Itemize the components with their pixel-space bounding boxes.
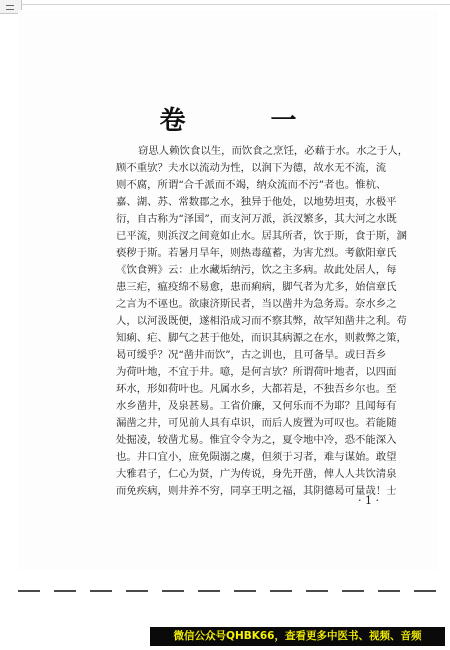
text-line: 人，以河汲既便，遂相沿成习而不察其弊，故罕知凿井之利。苟 — [116, 315, 407, 327]
text-line: 窃思人赖饮食以生，而饮食之烹饪，必藉于水。水之于人， — [138, 145, 409, 157]
text-line: 为荷叶地，不宜于井。噫，是何言欤？所谓荷叶地者，以四面 — [116, 366, 397, 378]
page-top-edge — [22, 0, 450, 5]
chapter-title: 卷 一 — [159, 106, 335, 136]
document-page — [18, 10, 438, 570]
text-line: 亵秽于斯。若暑月旱年，则热毒蕴蓄，为害尤烈。考歙阳章氏 — [116, 247, 397, 259]
text-line: 曷可缓乎？况“凿井而饮”，古之训也，且可备旱。或曰吾乡 — [116, 349, 387, 361]
body-paragraph — [116, 143, 436, 500]
text-line: 也。井口宜小，庶免陨溺之虞，但须于习者，难与谋始。敢望 — [116, 451, 397, 463]
text-line: 《饮食辨》云：止水藏垢纳污，饮之主多病。故此处居人，每 — [116, 264, 397, 276]
text-line: 已平流，则浜汊之间竟如止水。居其所者，饮于斯，食于斯，溷 — [116, 230, 407, 242]
text-line: 患三疟，瘟疫绵不易愈，患而痢病，脚气者为尤多，始信章氏 — [116, 281, 397, 293]
text-line: 大雅君子，仁心为贤，广为传说，身先开凿，俾人人共饮清泉 — [116, 468, 397, 480]
text-line: 知痢、疟、脚气之甚于他处，而识其病源之在水，则救弊之策， — [116, 332, 407, 344]
wechat-banner: 微信公众号QHBK66，查看更多中医书、视频、音频 — [150, 627, 445, 646]
text-line: 水乡凿井，及泉甚易。工省价廉，又何乐而不为耶？且闻每有 — [116, 400, 397, 412]
text-line: 顾不重欤？夫水以流动为性，以润下为德，故水无不流，流 — [116, 162, 387, 174]
text-line: 则不腐，所谓“合千派而不竭，纳众流而不污”者也。惟杭、 — [116, 179, 387, 191]
footer-rule — [18, 590, 443, 592]
text-line: 之言为不诬也。欲康济斯民者，当以凿井为急务焉。奈水乡之 — [116, 298, 397, 310]
text-line: 漏凿之井，可见前人具有卓识，而后人废置为可叹也。若能随 — [116, 417, 397, 429]
text-line: 嘉、湖、苏、常数郡之水，独异于他处，以地势坦夷，水极平 — [116, 196, 397, 208]
page-number: · 1 · — [358, 494, 379, 507]
text-line: 衍，自古称为“泽国”，而支河万派，浜汊繁多，其大河之水既 — [116, 213, 397, 225]
text-line: 环水，形如荷叶也。凡属水乡，大都若是，不独吾乡尔也。至 — [116, 383, 397, 395]
text-line: 处掘凌，较凿尤易。惟宜令令为之，夏令地中冷，恐不能深入 — [116, 434, 397, 446]
text-line: 而免疾病，则井养不穷，同享王明之福，其阴德曷可量哉！士 — [116, 485, 397, 497]
